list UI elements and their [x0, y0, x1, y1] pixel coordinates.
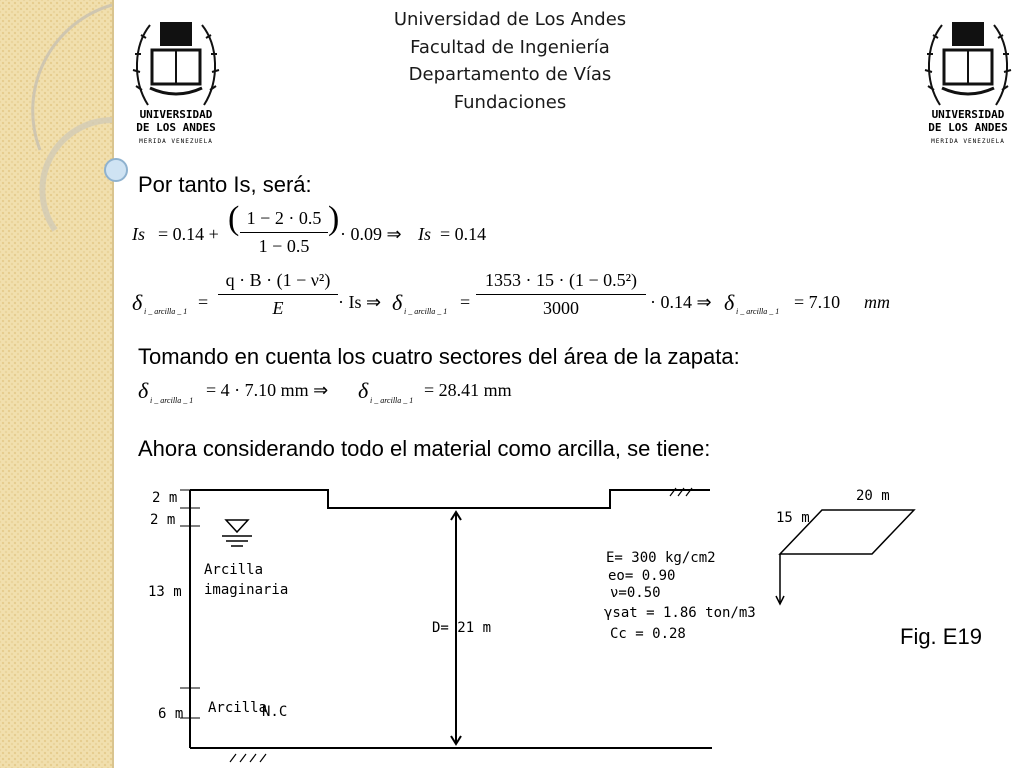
eq2-sub: i _ arcilla _ 1	[144, 307, 188, 316]
eq3-sub-2: i _ arcilla _ 1	[370, 396, 414, 405]
faculty-name: Facultad de Ingeniería	[410, 36, 610, 58]
plan-20m-label: 20 m	[856, 488, 890, 504]
eq1-paren-right: )	[328, 200, 340, 237]
prop-cc: Cc = 0.28	[610, 626, 686, 642]
eq2-fraction-numeric	[476, 270, 646, 319]
eq2-sub-2: i _ arcilla _ 1	[404, 307, 448, 316]
eq2-unit: mm	[864, 292, 890, 312]
svg-text:DE LOS ANDES: DE LOS ANDES	[928, 121, 1008, 134]
eq1-paren-left: (	[228, 200, 240, 237]
eq2-delta-3: δ	[724, 290, 735, 315]
university-logo-right	[922, 10, 1014, 150]
eq1-result: = 0.14	[440, 224, 487, 244]
prop-gamma: γsat = 1.86 ton/m3	[604, 605, 756, 621]
eq3-mid: = 4 · 7.10 mm ⇒	[206, 380, 329, 400]
eq2-delta-2: δ	[392, 290, 403, 315]
svg-text:UNIVERSIDAD: UNIVERSIDAD	[139, 108, 213, 121]
depth-label: D= 21 m	[432, 620, 492, 636]
eq3-sub: i _ arcilla _ 1	[150, 396, 194, 405]
text-line-2: Tomando en cuenta los cuatro sectores del área de la zapata:	[138, 344, 740, 369]
eq2-den-sym-text: E	[272, 298, 284, 318]
eq3-delta-2: δ	[358, 378, 369, 403]
text-line-3: Ahora considerando todo el material como arcilla, se tiene:	[138, 436, 711, 461]
eq2-result: = 7.10	[794, 292, 841, 312]
course-name: Fundaciones	[453, 91, 567, 113]
nc-clay-label-2: N.C	[262, 704, 288, 720]
imaginary-clay-label-1: Arcilla	[204, 562, 264, 578]
eq2-den-sym	[218, 298, 338, 319]
eq2-eq: =	[198, 292, 209, 312]
slide-header	[300, 6, 720, 116]
layer-1-label: 2 m	[152, 490, 178, 506]
imaginary-clay-label-2: imaginaria	[204, 582, 289, 598]
eq2-num-val: 1353 · 15 · (1 − 0.5²)	[484, 270, 638, 290]
svg-text:MERIDA VENEZUELA: MERIDA VENEZUELA	[931, 138, 1005, 145]
eq2-bar-val	[476, 294, 646, 295]
eq1-num: 1 − 2 · 0.5	[246, 208, 322, 228]
layer-4-label: 6 m	[158, 706, 184, 722]
nc-clay-label-1: Arcilla	[208, 700, 268, 716]
eq2-tail: · 0.14 ⇒	[650, 292, 712, 312]
water-table-icon	[222, 520, 252, 546]
eq2-num-sym: q · B · (1 − ν²)	[225, 270, 331, 290]
department-name: Departamento de Vías	[408, 64, 612, 85]
eq2-fraction-symbolic	[218, 270, 338, 319]
svg-text:MERIDA VENEZUELA: MERIDA VENEZUELA	[139, 138, 213, 145]
eq2-sub-3: i _ arcilla _ 1	[736, 307, 780, 316]
eq2-bar-sym	[218, 294, 338, 295]
text-line-1: Por tanto Is, será:	[138, 172, 312, 197]
eq1-lhs2: Is	[418, 224, 431, 244]
eq1-tail: · 0.09 ⇒	[340, 224, 402, 244]
eq2-eq-2: =	[460, 292, 471, 312]
university-logo-left	[130, 10, 222, 150]
layer-3-label: 13 m	[148, 584, 182, 600]
eq1-bar	[240, 232, 328, 233]
eq1-den: 1 − 0.5	[258, 236, 310, 256]
prop-eo: eo= 0.90	[608, 568, 676, 584]
eq1-eq: = 0.14 +	[158, 224, 219, 244]
prop-e: E= 300 kg/cm2	[606, 550, 716, 566]
eq2-delta: δ	[132, 290, 143, 315]
eq1-fraction	[240, 208, 328, 257]
figure-caption: Fig. E19	[900, 624, 982, 649]
prop-nu: ν=0.50	[610, 585, 661, 601]
bullet-circle	[105, 159, 127, 181]
eq3-delta: δ	[138, 378, 149, 403]
eq1-lhs: Is	[132, 224, 145, 244]
svg-text:DE LOS ANDES: DE LOS ANDES	[136, 121, 216, 134]
plan-15m-label: 15 m	[776, 510, 810, 526]
university-name: Universidad de Los Andes	[393, 9, 627, 30]
eq2-mid: · Is ⇒	[338, 292, 382, 312]
svg-text:UNIVERSIDAD: UNIVERSIDAD	[931, 108, 1005, 121]
eq2-den-val: 3000	[543, 298, 579, 318]
layer-2-label: 2 m	[150, 512, 176, 528]
eq3-result: = 28.41 mm	[424, 380, 512, 400]
